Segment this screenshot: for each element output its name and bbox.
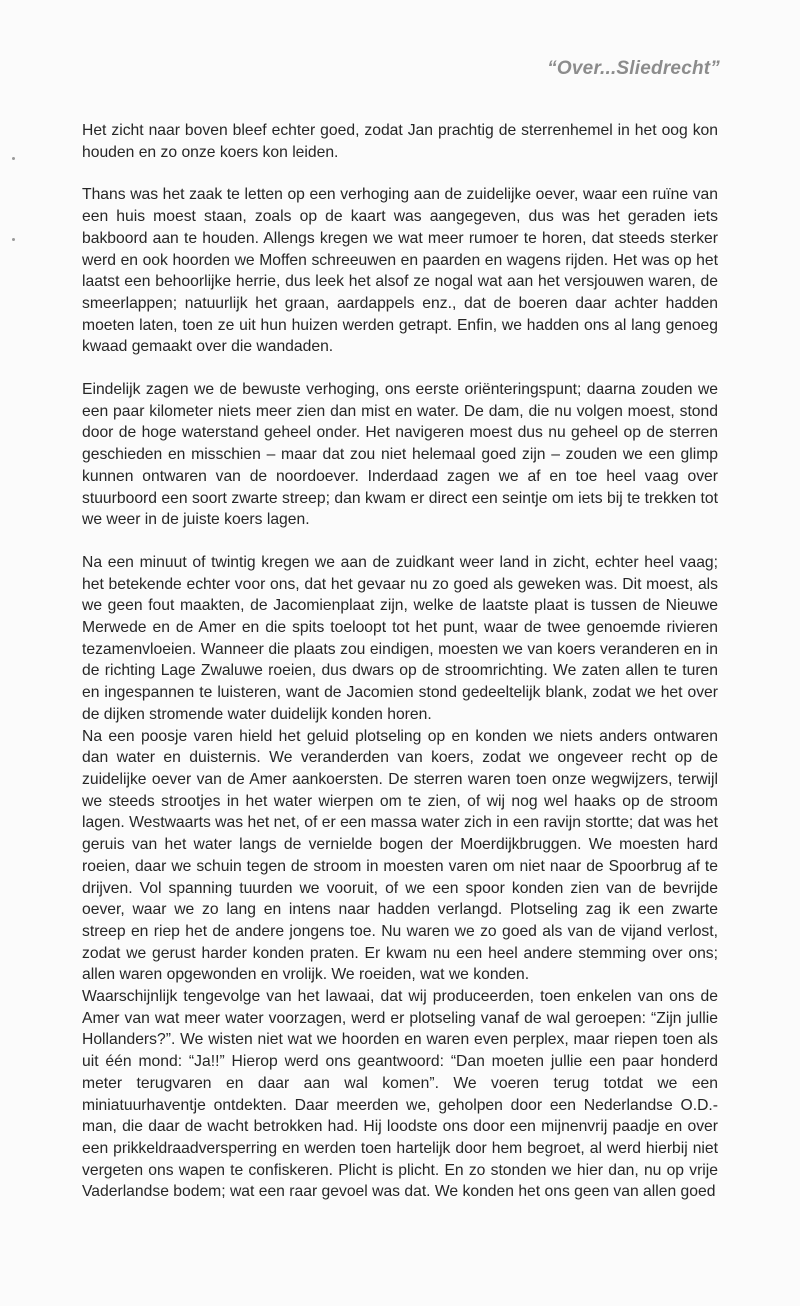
paragraph: Na een minuut of twintig kregen we aan de zuidkant weer land in zicht, echter heel vaag; het betekende echter voor ons, dat het gevaar nu zo goed als geweken was. Dit moest, als we geen fout maakten, de Jacomienplaat zijn, welke de laatste plaat is tussen de Nieuwe Merwede en de Amer en die spits toeloopt tot het punt, waar de twee genoemde rivieren tezamenvloeien. Wanneer die plaats zou eindigen, moesten we van koers veranderen en in de richting Lage Zwaluwe roeien, dus dwars op de stroomrichting. We zaten allen te turen en ingespannen te luisteren, want de Jacomien stond gedeeltelijk blank, zodat we het over de dijken stromende water duidelijk konden horen. [82,553,718,723]
paragraph: Thans was het zaak te letten op een verhoging aan de zuidelijke oever, waar een ruïne van een huis moest staan, zoals op de kaart was aangegeven, dus was het geraden iets bakboord aan te houden. Allengs kregen we wat meer rumoer te horen, dat steeds sterker werd en ook hoorden we Moffen schreeuwen en paarden en wagens rijden. Het was op het laatst een behoorlijke herrie, dus leek het alsof ze nogal wat aan het versjouwen waren, de smeerlappen; natuurlijk het graan, aardappels enz., dat de boeren daar achter hadden moeten laten, toen ze uit hun huizen werden getrapt. Enfin, we hadden ons al lang genoeg kwaad gemaakt over die wandaden. [82,186,718,356]
running-header: “Over...Sliedrecht” [547,58,720,79]
margin-speck [12,157,15,160]
paragraph: Het zicht naar boven bleef echter goed, zodat Jan prachtig de sterrenhemel in het oog kon houden en zo onze koers kon leiden. [82,122,718,161]
paragraph: Na een poosje varen hield het geluid plotseling op en konden we niets anders ontwaren dan water en duisternis. We veranderden van koers, zodat we ongeveer recht op de zuidelijke oever van de Amer aankoersten. De sterren waren toen onze wegwijzers, terwijl we steeds strootjes in het water wierpen om te zien, of wij nog wel haaks op de stroom lagen. Westwaarts was het net, of er een massa water zich in een ravijn stortte; dat was het geruis van het water langs de vernielde bogen der Moerdijkbruggen. We moesten hard roeien, daar we schuin tegen de stroom in moesten varen om niet naar de Spoorbrug af te drijven. Vol spanning tuurden we vooruit, of we een spoor konden zien van de bevrijde oever, waar we zo lang en intens naar hadden verlangd. Plotseling zag ik een zwarte streep en riep het de andere jongens toe. Nu waren we zo goed als van de vijand verlost, zodat we gerust harder konden praten. Er kwam nu een heel andere stemming over ons; allen waren opgewonden en vrolijk. We roeiden, wat we konden. [82,727,718,984]
paragraph: Waarschijnlijk tengevolge van het lawaai, dat wij produceerden, toen enkelen van ons de Amer van wat meer water voorzagen, werd er plotseling vanaf de wal geroepen: “Zijn jullie Hollanders?”. We wisten niet wat we hoorden en waren even perplex, maar riepen toen als uit één mond: “Ja!!” Hierop werd ons geantwoord: “Dan moeten jullie een paar honderd meter terugvaren en daar aan wal komen”. We voeren terug totdat we een miniatuurhaventje ontdekten. Daar meerden we, geholpen door een Nederlandse O.D.-man, die daar de wacht betrokken had. Hij loodste ons door een mijnenvrij paadje en over een prikkeldraadversperring en werden toen hartelijk door hem begroet, al werd hierbij niet vergeten ons wapen te confiskeren. Plicht is plicht. En zo stonden we hier dan, nu op vrije Vaderlandse bodem; wat een raar gevoel was dat. We konden het ons geen van allen goed [82,988,718,1201]
paragraph: Eindelijk zagen we de bewuste verhoging, ons eerste oriënteringspunt; daarna zouden we een paar kilometer niets meer zien dan mist en water. De dam, die nu volgen moest, stond door de hoge waterstand geheel onder. Het navigeren moest dus nu geheel op de sterren geschieden en misschien – maar dat zou niet helemaal goed zijn – zouden we een glimp kunnen ontwaren van de noordoever. Inderdaad zagen we af en toe heel vaag over stuurboord een soort zwarte streep; dan kwam er direct een seintje om iets bij te trekken tot we weer in de juiste koers lagen. [82,381,718,529]
margin-speck [12,238,15,241]
body-text [82,120,718,1203]
